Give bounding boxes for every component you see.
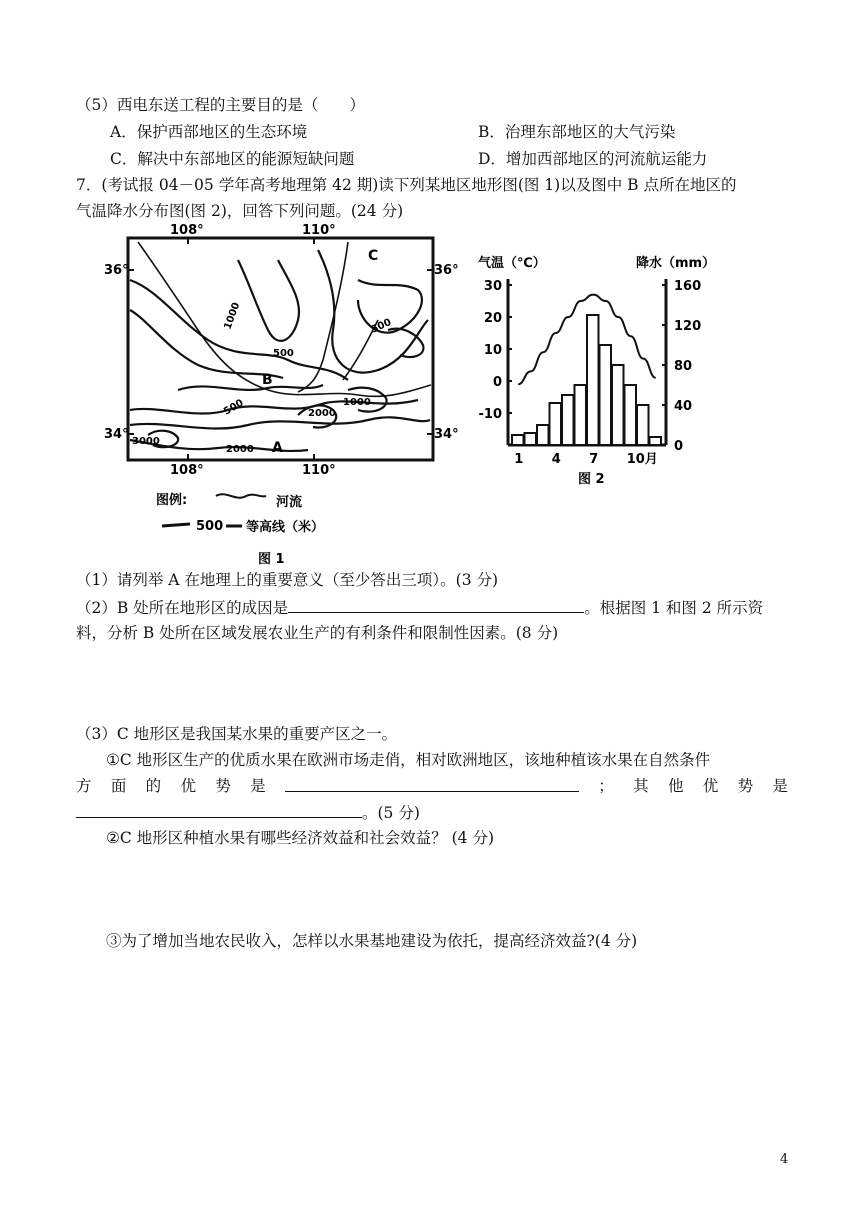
right-axis-title: 降水（mm） — [636, 256, 716, 271]
precip-bar — [525, 433, 537, 445]
precip-bar — [537, 425, 549, 445]
precip-tick-label: 40 — [674, 399, 693, 414]
word: 他 — [667, 777, 684, 795]
q7-sub3-1-line2 — [76, 775, 788, 797]
separator: ； — [598, 777, 614, 795]
precip-bar — [512, 435, 524, 445]
contour-label: 2000 — [226, 444, 254, 455]
figure1-caption: 图 1 — [258, 552, 285, 567]
q7-sub3-3: ③为了增加当地农民收入，怎样以水果基地建设为依托，提高经济效益?(4 分) — [106, 932, 638, 950]
q7-sub2-line1 — [76, 596, 763, 619]
q7-sub3-1-line3 — [76, 801, 420, 824]
precip-bar — [625, 385, 637, 445]
q5-option-c: C．解决中东部地区的能源短缺问题 — [110, 150, 355, 168]
temp-tick-label: 10 — [483, 343, 502, 358]
figure1-topographic-map — [104, 220, 459, 570]
word: 的 — [145, 777, 162, 795]
point-label-c: C — [368, 248, 379, 264]
contour-label: 500 — [369, 316, 394, 336]
q7-sub3-1-points: 。(5 分) — [362, 804, 420, 822]
precip-bar — [612, 365, 624, 445]
temp-tick-label: 0 — [492, 375, 502, 390]
q7-intro-line1: 7．(考试报 04－05 学年高考地理第 42 期)读下列某地区地形图(图 1)以及图中 B 点所在地区的 — [76, 176, 737, 194]
q5-option-a: A．保护西部地区的生态环境 — [110, 123, 308, 141]
word: 面 — [110, 777, 127, 795]
q7-sub3-2: ②C 地形区种植水果有哪些经济效益和社会效益？ (4 分) — [106, 829, 494, 847]
temp-tick-label: 30 — [483, 279, 502, 294]
figure2-caption: 图 2 — [578, 472, 605, 487]
word: 方 — [76, 777, 92, 795]
word: 是 — [250, 777, 266, 795]
word: 优 — [702, 777, 719, 795]
q7-sub3-1-answer-blank-2[interactable] — [76, 801, 362, 818]
precip-bar — [587, 315, 599, 445]
q7-sub2-text-a: （2）B 处所在地形区的成因是 — [76, 599, 289, 617]
lat-label-34-left: 34° — [104, 427, 129, 442]
legend-contour-value: 500 — [196, 519, 224, 534]
precip-tick-label: 160 — [674, 279, 702, 294]
lon-label-108-bottom: 108° — [170, 463, 204, 478]
lon-label-110-bottom: 110° — [302, 463, 336, 478]
q7-intro-line2: 气温降水分布图(图 2)，回答下列问题。(24 分) — [76, 202, 404, 220]
precip-tick-label: 120 — [674, 319, 702, 334]
word: 其 — [633, 777, 649, 795]
contour-label: 1000 — [222, 301, 243, 332]
precip-bar — [650, 437, 662, 445]
word: 优 — [180, 777, 196, 795]
q7-sub2-text-b: 。根据图 1 和图 2 所示资 — [584, 599, 764, 617]
temp-tick-label: -10 — [478, 407, 502, 422]
legend-river-label: 河流 — [276, 495, 303, 510]
month-tick-label: 7 — [589, 452, 599, 467]
temp-tick-label: 20 — [483, 311, 502, 326]
lon-label-110-top: 110° — [302, 223, 336, 238]
precip-bar — [550, 403, 562, 445]
lat-label-36-left: 36° — [104, 263, 129, 278]
contour-label: 3000 — [132, 436, 160, 447]
q7-sub3: （3）C 地形区是我国某水果的重要产区之一。 — [76, 725, 398, 743]
q7-sub2-answer-blank[interactable] — [288, 596, 584, 613]
precip-bar — [575, 385, 587, 445]
precip-bar — [562, 395, 574, 445]
q5-option-b: B．治理东部地区的大气污染 — [478, 123, 676, 141]
point-label-b: B — [262, 372, 273, 388]
contour-label: 500 — [222, 397, 246, 418]
month-tick-label: 1 — [514, 452, 524, 467]
contour-label: 2000 — [308, 408, 336, 419]
precip-tick-label: 0 — [674, 439, 684, 454]
q7-sub3-1-line1: ①C 地形区生产的优质水果在欧洲市场走俏，相对欧洲地区，该地种植该水果在自然条件 — [106, 751, 711, 769]
legend-title: 图例: — [156, 493, 188, 508]
page-number: 4 — [780, 1152, 789, 1167]
word: 是 — [772, 777, 788, 795]
precip-bar — [637, 405, 649, 445]
legend-river-symbol — [216, 494, 266, 497]
point-label-a: A — [272, 440, 283, 456]
lat-label-36-right: 36° — [434, 263, 459, 278]
q5-option-d: D．增加西部地区的河流航运能力 — [478, 150, 708, 168]
contour-label: 1000 — [343, 397, 371, 408]
q7-sub2-line2: 料，分析 B 处所在区域发展农业生产的有利条件和限制性因素。(8 分) — [76, 624, 559, 642]
lon-label-108-top: 108° — [170, 223, 204, 238]
month-tick-label: 10月 — [626, 452, 658, 467]
q7-sub3-1-answer-blank-1[interactable] — [285, 775, 579, 792]
figure2-climate-chart — [470, 245, 720, 495]
precip-tick-label: 80 — [674, 359, 693, 374]
q7-sub1: （1）请列举 A 在地理上的重要意义（至少答出三项）。(3 分) — [76, 571, 499, 589]
month-tick-label: 4 — [551, 452, 561, 467]
left-axis-title: 气温（℃） — [478, 256, 546, 271]
legend-contour-symbol-left — [162, 524, 190, 526]
word: 势 — [215, 777, 231, 795]
word: 势 — [737, 777, 754, 795]
precip-bar — [600, 345, 612, 445]
lat-label-34-right: 34° — [434, 427, 459, 442]
legend-contour-label: 等高线（米） — [246, 520, 325, 535]
contour-label: 500 — [273, 348, 294, 359]
q5-stem: （5）西电东送工程的主要目的是（ ） — [76, 96, 365, 114]
